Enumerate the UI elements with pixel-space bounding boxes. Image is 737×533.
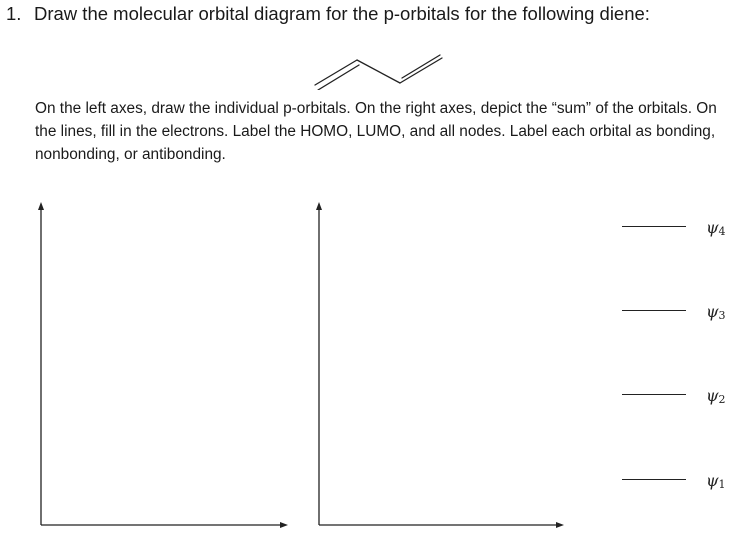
energy-level-line-psi3 — [622, 310, 686, 311]
label-psi1: $\psi_1$ — [706, 471, 726, 491]
label-psi4: $\psi_4$ — [706, 218, 726, 238]
right-y-arrowhead — [316, 202, 322, 210]
question-text: Draw the molecular orbital diagram for the p-orbitals for the following diene: — [34, 3, 650, 24]
question-number: 1. — [6, 3, 22, 24]
energy-level-line-psi4 — [622, 226, 686, 227]
energy-level-line-psi2 — [622, 394, 686, 395]
instructions-text: On the left axes, draw the individual p-orbitals. On the right axes, depict the “sum” of the orbitals. On the lines, fill in the electrons. Label the HOMO, LUMO, and all nodes. Label each orbital as bonding, nonbonding, or antibonding. — [35, 100, 717, 163]
left-x-arrowhead — [280, 522, 288, 528]
left-y-arrowhead — [38, 202, 44, 210]
label-psi3: $\psi_3$ — [706, 302, 726, 322]
energy-level-line-psi1 — [622, 479, 686, 480]
right-x-arrowhead — [556, 522, 564, 528]
label-psi2: $\psi_2$ — [706, 386, 726, 406]
